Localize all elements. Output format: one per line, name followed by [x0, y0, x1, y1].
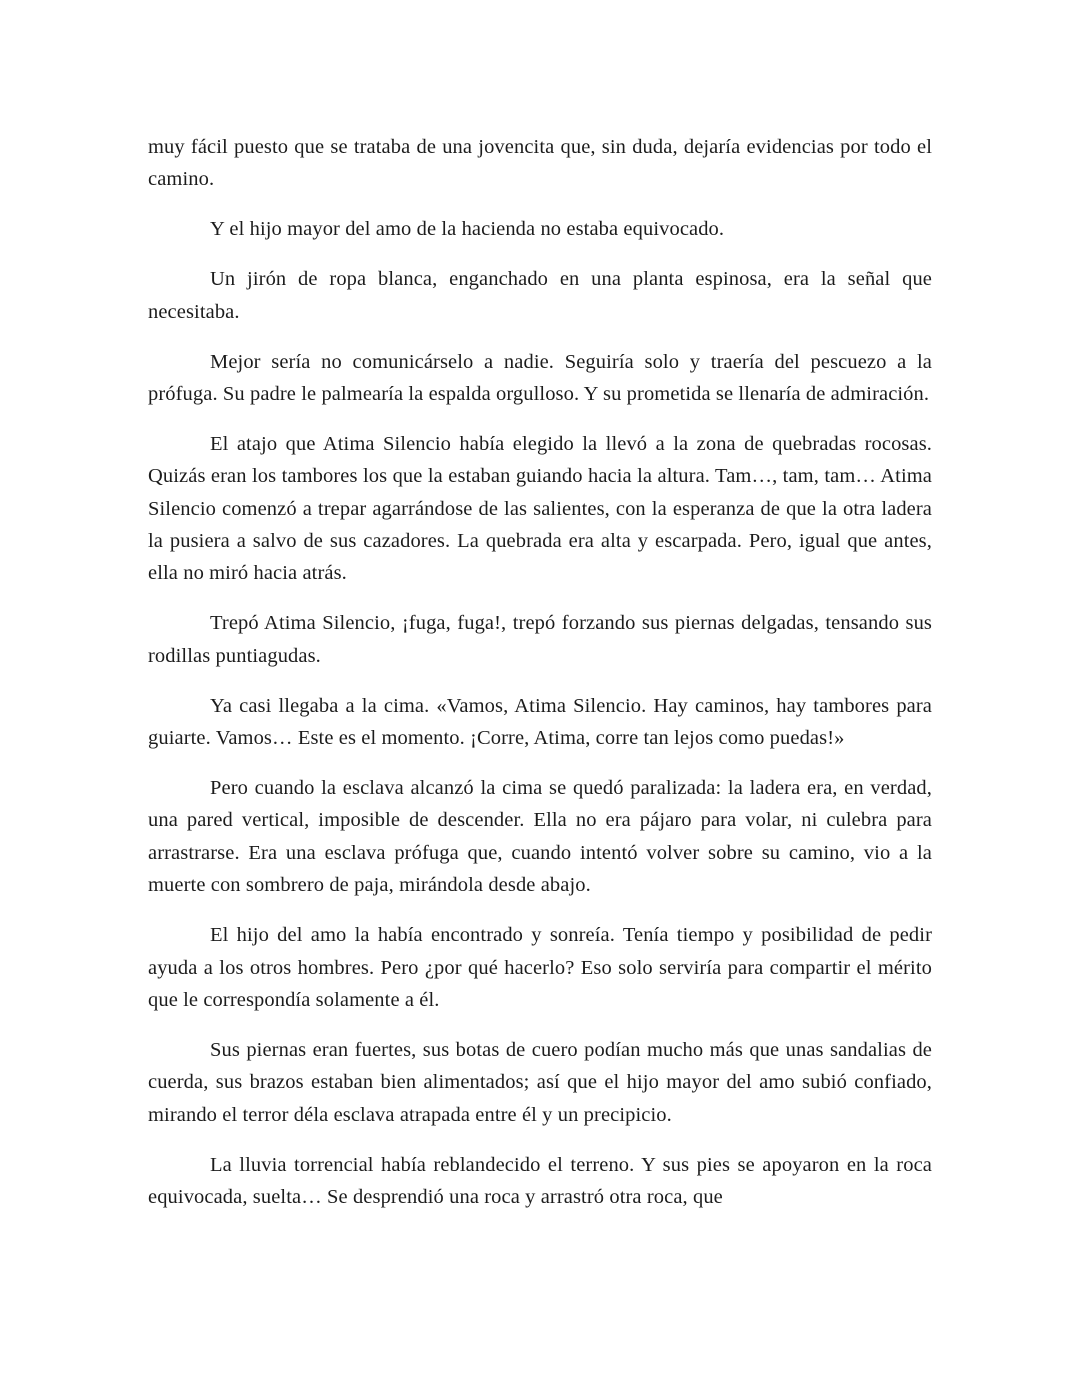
paragraph: Y el hijo mayor del amo de la hacienda no estaba equivocado. [210, 218, 725, 241]
paragraph: Un jirón de ropa blanca, enganchado en una planta espinosa, era la señal que necesitaba. [148, 268, 932, 323]
paragraph: El hijo del amo la había encontrado y sonreía. Tenía tiempo y posibilidad de pedir ayuda a los otros hombres. Pero ¿por qué hacerlo? Eso solo serviría para compartir el mérito que le correspondía solamente a él. [148, 924, 932, 1011]
paragraph: Sus piernas eran fuertes, sus botas de cuero podían mucho más que unas sandalias de cuerda, sus brazos estaban bien alimentados; así que el hijo mayor del amo subió confiado, mirando el terror déla esclava atrapada entre él y un precipicio. [148, 1038, 932, 1126]
paragraph: Pero cuando la esclava alcanzó la cima se quedó paralizada: la ladera era, en verdad, una pared vertical, imposible de descender. Ella no era pájaro para volar, ni culebra para arrastrarse. Era una esclava prófuga que, cuando intentó volver sobre su camino, vio a la muerte con sombrero de paja, mirándola desde abajo. [148, 777, 932, 897]
paragraph: El atajo que Atima Silencio había elegido la llevó a la zona de quebradas rocosas. Quizás eran los tambores los que la estaban guiando hacia la altura. Tam…, tam, tam… Atima Silencio comenzó a trepar agarrándose de las salientes, con la esperanza de que la otra ladera la pusiera a salvo de sus cazadores. La quebrada era alta y escarpada. Pero, igual que antes, ella no miró hacia atrás. [148, 432, 932, 585]
paragraph: Trepó Atima Silencio, ¡fuga, fuga!, trepó forzando sus piernas delgadas, tensando sus rodillas puntiagudas. [148, 612, 932, 667]
paragraph: Ya casi llegaba a la cima. «Vamos, Atima Silencio. Hay caminos, hay tambores para guiarte. Vamos… Este es el momento. ¡Corre, Atima, corre tan lejos como puedas!» [148, 694, 932, 750]
text-body [148, 131, 932, 1213]
paragraph: La lluvia torrencial había reblandecido el terreno. Y sus pies se apoyaron en la roca equivocada, suelta… Se desprendió una roca y arrastró otra roca, que [148, 1153, 932, 1208]
paragraph: Mejor sería no comunicárselo a nadie. Seguiría solo y traería del pescuezo a la prófuga. Su padre le palmearía la espalda orgulloso. Y su prometida se llenaría de admiración. [148, 350, 932, 405]
paragraph: muy fácil puesto que se trataba de una jovencita que, sin duda, dejaría evidencias por todo el camino. [148, 136, 932, 191]
